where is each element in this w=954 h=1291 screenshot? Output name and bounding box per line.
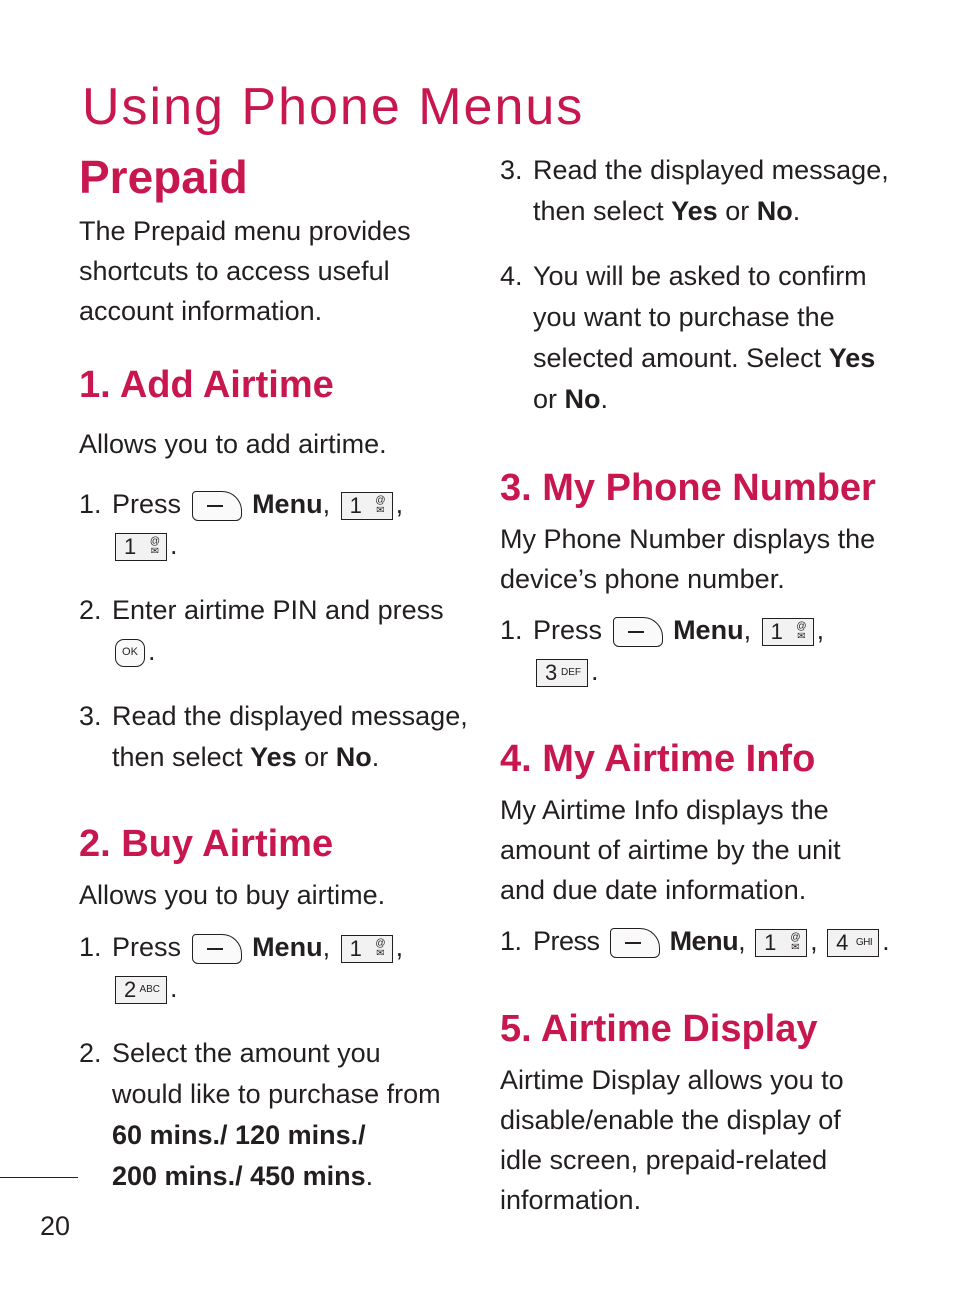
- ok-key-icon: OK: [115, 639, 145, 667]
- key-1-icon: 1 @ ✉: [115, 533, 167, 561]
- add-airtime-desc: Allows you to add airtime.: [79, 429, 387, 459]
- buy-airtime-step-4: 4. You will be asked to confirm you want to purchase the selected amount. Select Yes or No.: [500, 261, 876, 414]
- my-airtime-info-step-1: 1. Press Menu, 1 @ ✉ , 4 GHI .: [500, 926, 890, 956]
- buy-airtime-step-3: 3. Read the displayed message, then select Yes or No.: [500, 155, 889, 226]
- buy-airtime-heading: 2. Buy Airtime: [79, 823, 334, 865]
- my-phone-number-step-1: 1. Press Menu, 1 @ ✉ , 3 DEF .: [500, 615, 825, 686]
- footer-rule: [0, 1177, 78, 1178]
- buy-airtime-step-1: 1. Press Menu, 1 @ ✉ , 2 ABC .: [79, 932, 404, 1003]
- page-number: 20: [40, 1211, 71, 1241]
- key-1-icon: 1 @ ✉: [341, 935, 393, 963]
- airtime-display-desc: Airtime Display allows you to disable/enable the display of idle screen, prepaid-related information.: [500, 1065, 844, 1215]
- section-title: Prepaid: [79, 151, 248, 203]
- left-soft-key-icon: [192, 491, 242, 521]
- my-airtime-info-heading: 4. My Airtime Info: [500, 738, 816, 780]
- left-soft-key-icon: [192, 934, 242, 964]
- my-phone-number-desc: My Phone Number displays the device’s phone number.: [500, 524, 876, 594]
- add-airtime-step-2: 2. Enter airtime PIN and press OK .: [79, 595, 444, 666]
- key-1-icon: 1 @ ✉: [755, 929, 807, 957]
- key-1-icon: 1 @ ✉: [341, 492, 393, 520]
- my-airtime-info-desc: My Airtime Info displays the amount of airtime by the unit and due date information.: [500, 795, 841, 905]
- key-1-icon: 1 @ ✉: [762, 618, 814, 646]
- buy-airtime-desc: Allows you to buy airtime.: [79, 880, 386, 910]
- add-airtime-step-3: 3. Read the displayed message, then select Yes or No.: [79, 701, 468, 772]
- section-intro: The Prepaid menu provides shortcuts to access useful account information.: [79, 216, 411, 326]
- add-airtime-heading: 1. Add Airtime: [79, 364, 334, 406]
- key-4-icon: 4 GHI: [827, 929, 879, 957]
- key-3-icon: 3 DEF: [536, 659, 588, 687]
- my-phone-number-heading: 3. My Phone Number: [500, 467, 876, 509]
- add-airtime-step-1: 1. Press Menu, 1 @ ✉ , 1 @ ✉ .: [79, 489, 404, 560]
- key-2-icon: 2 ABC: [115, 976, 167, 1004]
- airtime-display-heading: 5. Airtime Display: [500, 1008, 818, 1050]
- left-soft-key-icon: [613, 617, 663, 647]
- page-title: Using Phone Menus: [82, 77, 585, 136]
- buy-airtime-step-2: 2. Select the amount you would like to purchase from 60 mins./ 120 mins./ 200 mins./ 450 mins.: [79, 1038, 441, 1191]
- left-soft-key-icon: [610, 928, 660, 958]
